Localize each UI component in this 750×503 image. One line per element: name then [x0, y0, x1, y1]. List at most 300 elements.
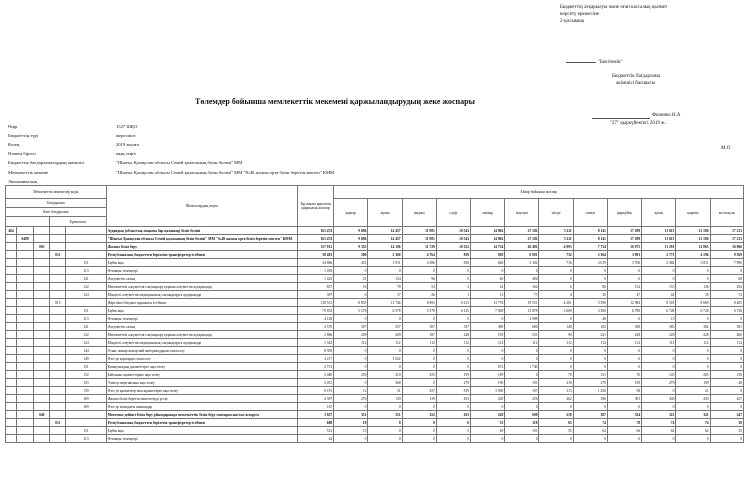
cell-subprogram-code [50, 403, 66, 411]
cell-month-value: 11 291 [642, 243, 676, 251]
cell-month-value: 68 [710, 275, 743, 283]
cell-program-code [34, 275, 50, 283]
page-title: Төлемдер бойынша мемлекеттік мекемені қаржыландырудың жеке жоспары [195, 97, 475, 106]
cell-month-value: 78 [368, 283, 402, 291]
cell-administrator-code [6, 395, 17, 403]
meta-value-unit: мың теңге [116, 151, 136, 156]
cell-institution-code [17, 395, 34, 403]
cell-month-value: 21 [676, 387, 710, 395]
cell-month-value: 351 [368, 411, 402, 419]
cell-month-value: 0 [334, 267, 368, 275]
approved-label: "Бекітемін" [598, 60, 623, 65]
cell-month-value: 10 543 [436, 235, 470, 243]
cell-month-value: 14 962 [471, 227, 505, 235]
cell-month-value: 9 335 [334, 243, 368, 251]
cell-specifics-code: 144 [66, 347, 106, 355]
cell-institution-code [17, 435, 34, 443]
cell-month-value: 131 [573, 371, 607, 379]
cell-month-value: 162 [505, 283, 539, 291]
cell-institution-code [17, 259, 34, 267]
cell-month-value: 16 966 [710, 243, 743, 251]
cell-month-value: 0 [505, 403, 539, 411]
header-group-codes: Мемлекеттік мекемелер коды [6, 186, 107, 199]
cell-institution-code [17, 251, 34, 259]
cell-month-value: 221 [573, 331, 607, 339]
cell-specifics-code: 122 [66, 331, 106, 339]
cell-month-value: 0 [642, 347, 676, 355]
table-row [6, 323, 744, 331]
cell-expense-name: Өтемақы төлемдері [106, 315, 297, 323]
cell-annual-total: 2 040 [297, 371, 333, 379]
cell-month-value: 8 [368, 419, 402, 427]
cell-month-value: 255 [402, 371, 436, 379]
cell-month-value: 15 [334, 427, 368, 435]
cell-month-value: 0 [573, 347, 607, 355]
cell-month-value: 0 [368, 435, 402, 443]
cell-annual-total: 3 827 [297, 411, 333, 419]
cell-month-value: 6 728 [676, 307, 710, 315]
cell-month-value: 193 [471, 331, 505, 339]
month-header-sep: қыркүйек [607, 199, 641, 227]
cell-month-value: 391 [607, 395, 641, 403]
cell-institution-code [17, 267, 34, 275]
cell-institution-code [17, 411, 34, 419]
cell-month-value: 6 728 [642, 307, 676, 315]
cell-institution-code [17, 427, 34, 435]
cell-month-value: 48 [573, 315, 607, 323]
cell-expense-name: Мемлекеттік әлеуметтік сақтандыру қорына әлеуметтік аударымдар [106, 283, 297, 291]
admin-sign-line-1: Бюджеттік бағдарлама [612, 74, 661, 79]
cell-month-value: 0 [402, 363, 436, 371]
cell-month-value: 80 [573, 283, 607, 291]
cell-month-value: 0 [334, 315, 368, 323]
cell-month-value: 0 [710, 387, 743, 395]
cell-administrator-code [6, 411, 17, 419]
cell-month-value: 0 [471, 355, 505, 363]
cell-program-code [34, 435, 50, 443]
cell-annual-total: 1 018 [297, 267, 333, 275]
cell-month-value: 2 [436, 283, 470, 291]
cell-administrator-code [6, 347, 17, 355]
cell-subprogram-code: 011 [50, 251, 66, 259]
cell-program-code [34, 267, 50, 275]
cell-month-value: 2 360 [368, 251, 402, 259]
cell-month-value: 13 [642, 315, 676, 323]
cell-month-value: 112 [471, 339, 505, 347]
cell-month-value: 12 [334, 387, 368, 395]
cell-month-value: 690 [505, 411, 539, 419]
cell-administrator-code [6, 379, 17, 387]
cell-program-code [34, 395, 50, 403]
cell-annual-total: 1 425 [297, 275, 333, 283]
meta-value-period: 2019 жылға [116, 142, 139, 147]
cell-program-code [34, 427, 50, 435]
admin-sign-line-2: әкімшісі басшысы [616, 81, 656, 86]
cell-month-value: 279 [436, 379, 470, 387]
cell-month-value: 531 [505, 331, 539, 339]
cell-month-value: 74 [642, 419, 676, 427]
month-header-may: мамыр [471, 199, 505, 227]
cell-expense-name: Еңбек ақы [106, 259, 297, 267]
table-row [6, 331, 744, 339]
cell-expense-name: Әлеуметтік салық [106, 275, 297, 283]
cell-month-value: 307 [334, 323, 368, 331]
cell-month-value: 0 [402, 379, 436, 387]
cell-month-value: 2 482 [642, 259, 676, 267]
cell-month-value: 1 740 [505, 363, 539, 371]
cell-month-value: 0 [505, 371, 539, 379]
cell-month-value: 48 [710, 379, 743, 387]
cell-month-value: 159 [607, 379, 641, 387]
cell-month-value: 113 [539, 387, 573, 395]
cell-month-value: 4 993 [539, 243, 573, 251]
month-header-nov: қараша [676, 199, 710, 227]
cell-month-value: 0 [539, 275, 573, 283]
cell-specifics-code: 151 [66, 363, 106, 371]
meta-label-budget-type: Бюджеттің түрі [8, 133, 39, 138]
cell-month-value: 10 252 [436, 243, 470, 251]
cell-specifics-code: 111 [66, 259, 106, 267]
cell-month-value: 3 706 [607, 259, 641, 267]
cell-month-value: 17 299 [607, 235, 641, 243]
cell-month-value: 0 [436, 267, 470, 275]
cell-month-value: 0 [676, 267, 710, 275]
cell-month-value: 228 [471, 411, 505, 419]
cell-month-value: 0 [710, 403, 743, 411]
cell-program-code [34, 227, 50, 235]
cell-administrator-code [6, 355, 17, 363]
cell-month-value: 0 [471, 347, 505, 355]
month-header-apr: сәуір [436, 199, 470, 227]
cell-month-value: 26 [402, 291, 436, 299]
cell-program-code [34, 323, 50, 331]
cell-month-value: 209 [368, 331, 402, 339]
cell-month-value: 139 [368, 395, 402, 403]
cell-institution-code [17, 363, 34, 371]
cell-subprogram-code [50, 435, 66, 443]
cell-month-value: 47 [607, 291, 641, 299]
cell-month-value: 158 [710, 371, 743, 379]
cell-month-value: 27 182 [505, 235, 539, 243]
table-row [6, 251, 744, 259]
cell-month-value: 0 [539, 267, 573, 275]
cell-month-value: 8 141 [573, 227, 607, 235]
cell-month-value: 11 981 [402, 235, 436, 243]
cell-month-value: 0 [573, 403, 607, 411]
cell-month-value: 27 182 [505, 227, 539, 235]
cell-month-value: 6 [334, 291, 368, 299]
cell-month-value: 11 746 [368, 299, 402, 307]
cell-specifics-code: 111 [66, 427, 106, 435]
cell-month-value: 337 [436, 323, 470, 331]
cell-annual-total: 118 531 [297, 299, 333, 307]
cell-month-value: 291 [436, 411, 470, 419]
cell-program-code [34, 355, 50, 363]
cell-expense-name: Өтемақы төлемдері [106, 435, 297, 443]
month-header-mar: наурыз [402, 199, 436, 227]
cell-month-value: 4 196 [676, 251, 710, 259]
cell-month-value: 13 186 [676, 235, 710, 243]
cell-month-value: 3 998 [505, 315, 539, 323]
cell-month-value: 70 [539, 371, 573, 379]
cell-month-value: 0 [471, 267, 505, 275]
cell-month-value: 0 [505, 355, 539, 363]
cell-administrator-code [6, 331, 17, 339]
signer-name: Филенко Н.А [652, 113, 681, 118]
cell-month-value: 680 [505, 323, 539, 331]
cell-month-value: 0 [436, 355, 470, 363]
cell-month-value: 929 [471, 251, 505, 259]
cell-month-value: 18 [334, 419, 368, 427]
month-header-feb: ақпан [368, 199, 402, 227]
cell-expense-name: Өзге де қорларды сатып алу [106, 355, 297, 363]
cell-month-value: 382 [676, 323, 710, 331]
cell-month-value: 190 [676, 379, 710, 387]
cell-month-value: 228 [642, 331, 676, 339]
table-row [6, 411, 744, 419]
cell-subprogram-code [50, 363, 66, 371]
cell-month-value: 118 [505, 419, 539, 427]
cell-month-value: 732 [539, 251, 573, 259]
cell-month-value: 0 [334, 347, 368, 355]
cell-month-value: 190 [471, 379, 505, 387]
cell-administrator-code [6, 427, 17, 435]
cell-month-value: 14 457 [368, 235, 402, 243]
cell-month-value: 0 [607, 403, 641, 411]
cell-month-value: 26 492 [505, 243, 539, 251]
cell-specifics-code [66, 299, 106, 307]
table-row [6, 307, 744, 315]
cell-expense-name: Міндетті әлеуметтік медициналық сақтандыруға аударымдар [106, 339, 297, 347]
cell-month-value: 112 [539, 339, 573, 347]
cell-month-value: 12 984 [607, 299, 641, 307]
cell-month-value: 1 911 [368, 259, 402, 267]
codes-label: Экономикалық [8, 179, 38, 184]
cell-expense-name: "Шығыс Қазақстан облысы Семей қаласының білім бөлімі" ММ "№48 жалпы орта білім беретін мектеп" КММ [106, 235, 297, 243]
cell-subprogram-code [50, 427, 66, 435]
cell-month-value: 31 [368, 387, 402, 395]
cell-month-value: 182 [573, 323, 607, 331]
cell-specifics-code [66, 243, 106, 251]
cell-administrator-code [6, 371, 17, 379]
cell-month-value: 136 [676, 283, 710, 291]
cell-month-value: 351 [334, 411, 368, 419]
cell-month-value: 40 [471, 275, 505, 283]
cell-month-value: 259 [334, 371, 368, 379]
cell-month-value: 8 518 [642, 299, 676, 307]
cell-month-value: 0 [573, 363, 607, 371]
cell-annual-total: 1 543 [297, 339, 333, 347]
meta-value-region: 1527 ШҚО [116, 124, 138, 129]
cell-month-value: 0 [402, 427, 436, 435]
cell-month-value: 155 [642, 283, 676, 291]
cell-month-value: 357 [368, 323, 402, 331]
cell-annual-total: 167 [297, 403, 333, 411]
cell-program-code [34, 251, 50, 259]
cell-month-value: 8 141 [573, 235, 607, 243]
cell-administrator-code [6, 307, 17, 315]
cell-month-value: 0 [334, 435, 368, 443]
cell-month-value: 37 [368, 291, 402, 299]
cell-month-value: 101 [505, 427, 539, 435]
cell-program-code [34, 387, 50, 395]
cell-program-code [34, 419, 50, 427]
cell-month-value: 0 [573, 435, 607, 443]
cell-annual-total: 4 128 [297, 315, 333, 323]
cell-month-value: 2 019 [573, 259, 607, 267]
header-note [560, 4, 745, 25]
cell-month-value: 0 [539, 355, 573, 363]
cell-expense-name: Коммуналдық қызметтерге ақы төлеу [106, 363, 297, 371]
month-header-aug: тамыз [573, 199, 607, 227]
cell-institution-code [17, 299, 34, 307]
cell-annual-total: 2 031 [297, 379, 333, 387]
cell-annual-total: 8 395 [297, 347, 333, 355]
cell-month-value: 322 [642, 411, 676, 419]
cell-month-value: 256 [505, 395, 539, 403]
cell-month-value: 230 [471, 395, 505, 403]
cell-month-value: 7 500 [471, 307, 505, 315]
cell-month-value: 0 [573, 267, 607, 275]
cell-month-value: 0 [607, 363, 641, 371]
cell-subprogram-code [50, 291, 66, 299]
cell-subprogram-code [50, 355, 66, 363]
cell-month-value: 3 590 [471, 387, 505, 395]
cell-institution-code [17, 291, 34, 299]
header-note-line-3: 2-қосымша [560, 19, 585, 24]
cell-subprogram-code: 015 [50, 299, 66, 307]
cell-month-value: 55 [471, 419, 505, 427]
cell-month-value: 134 [368, 275, 402, 283]
cell-month-value: 0 [436, 315, 470, 323]
meta-value-institution: "Шығыс Қазақстан облысы Семей қаласының білім бөлімі" ММ "№48 жалпы орта білім беретін мектеп" КММ [116, 170, 335, 175]
table-row [6, 395, 744, 403]
cell-subprogram-code [50, 307, 66, 315]
cell-month-value: 2 364 [573, 251, 607, 259]
cell-month-value: 3 300 [573, 307, 607, 315]
cell-month-value: 0 [334, 403, 368, 411]
cell-month-value: 0 [436, 275, 470, 283]
meta-label-administrator: Бюджеттік бағдарламалардың әкімшісі [8, 160, 85, 165]
cell-month-value: 8 835 [334, 299, 368, 307]
cell-month-value: 16 975 [607, 243, 641, 251]
cell-month-value: 11 729 [402, 243, 436, 251]
meta-label-institution: Мемлекеттік мекеме [8, 170, 49, 175]
cell-expense-name: Байланыс қызметтеріне ақы төлеу [106, 371, 297, 379]
table-row [6, 339, 744, 347]
cell-administrator-code [6, 243, 17, 251]
cell-subprogram-code [50, 243, 66, 251]
signer-line [592, 118, 650, 119]
cell-month-value: 262 [539, 395, 573, 403]
table-row [6, 259, 744, 267]
cell-month-value: 494 [505, 275, 539, 283]
cell-month-value: 228 [607, 331, 641, 339]
cell-month-value: 78 [607, 419, 641, 427]
cell-institution-code [17, 371, 34, 379]
cell-month-value: 0 [642, 403, 676, 411]
cell-month-value: 218 [539, 411, 573, 419]
cell-administrator-code [6, 291, 17, 299]
cell-month-value: 4 261 [539, 299, 573, 307]
cell-month-value: 189 [471, 371, 505, 379]
cell-annual-total: 4 397 [297, 395, 333, 403]
table-row [6, 403, 744, 411]
cell-month-value: 205 [676, 371, 710, 379]
cell-specifics-code: 149 [66, 355, 106, 363]
cell-month-value: 5 211 [539, 235, 573, 243]
cell-month-value: 0 [573, 275, 607, 283]
cell-subprogram-code [50, 235, 66, 243]
cell-administrator-code [6, 251, 17, 259]
cell-month-value: 252 [402, 411, 436, 419]
cell-month-value: 112 [607, 339, 641, 347]
cell-month-value: 358 [607, 323, 641, 331]
cell-month-value: 145 [642, 371, 676, 379]
meta-value-budget-type: жергілікті [116, 133, 136, 138]
cell-subprogram-code [50, 411, 66, 419]
cell-expense-name: Міндетті әлеуметтік медициналық сақтандыруға аударымдар [106, 291, 297, 299]
cell-month-value: 294 [710, 283, 743, 291]
cell-month-value: 0 [436, 403, 470, 411]
cell-month-value: 0 [676, 347, 710, 355]
cell-month-value: 0 [368, 427, 402, 435]
cell-month-value: 17 213 [710, 235, 743, 243]
cell-month-value: 66 [607, 427, 641, 435]
cell-institution-code [17, 323, 34, 331]
cell-institution-code [17, 315, 34, 323]
cell-annual-total: 397 [297, 291, 333, 299]
cell-month-value: 0 [402, 315, 436, 323]
cell-month-value: 451 [334, 259, 368, 267]
cell-month-value: 6 891 [505, 251, 539, 259]
cell-month-value: 819 [436, 387, 470, 395]
cell-subprogram-code [50, 283, 66, 291]
cell-month-value: 9 686 [334, 235, 368, 243]
cell-expense-name: Әлеуметтік салық [106, 323, 297, 331]
cell-month-value: 257 [402, 387, 436, 395]
cell-program-code: 040 [34, 411, 50, 419]
cell-program-code [34, 299, 50, 307]
cell-institution-code [17, 275, 34, 283]
cell-month-value: 74 [573, 419, 607, 427]
cell-month-value: 0 [368, 363, 402, 371]
cell-month-value: 96 [402, 275, 436, 283]
table-row [6, 355, 744, 363]
cell-month-value: 44 [642, 291, 676, 299]
cell-month-value: 839 [436, 251, 470, 259]
cell-month-value: 228 [676, 331, 710, 339]
cell-month-value: 0 [710, 315, 743, 323]
cell-month-value: 9 686 [334, 227, 368, 235]
cell-month-value: 3 811 [676, 259, 710, 267]
cell-month-value: 0 [368, 403, 402, 411]
cell-month-value: 17 213 [710, 227, 743, 235]
cell-specifics-code: 122 [66, 283, 106, 291]
cell-month-value: 24 [471, 283, 505, 291]
cell-specifics-code: 124 [66, 339, 106, 347]
cell-program-code [34, 347, 50, 355]
cell-month-value: 0 [471, 403, 505, 411]
cell-month-value: 38 [710, 419, 743, 427]
cell-month-value: 12 865 [676, 243, 710, 251]
cell-month-value: 0 [436, 363, 470, 371]
cell-expense-name: Өзге де ағымдағы шығындар [106, 403, 297, 411]
cell-month-value: 112 [710, 339, 743, 347]
cell-month-value: 247 [710, 411, 743, 419]
cell-month-value: 0 [471, 315, 505, 323]
cell-month-value: 140 [539, 323, 573, 331]
